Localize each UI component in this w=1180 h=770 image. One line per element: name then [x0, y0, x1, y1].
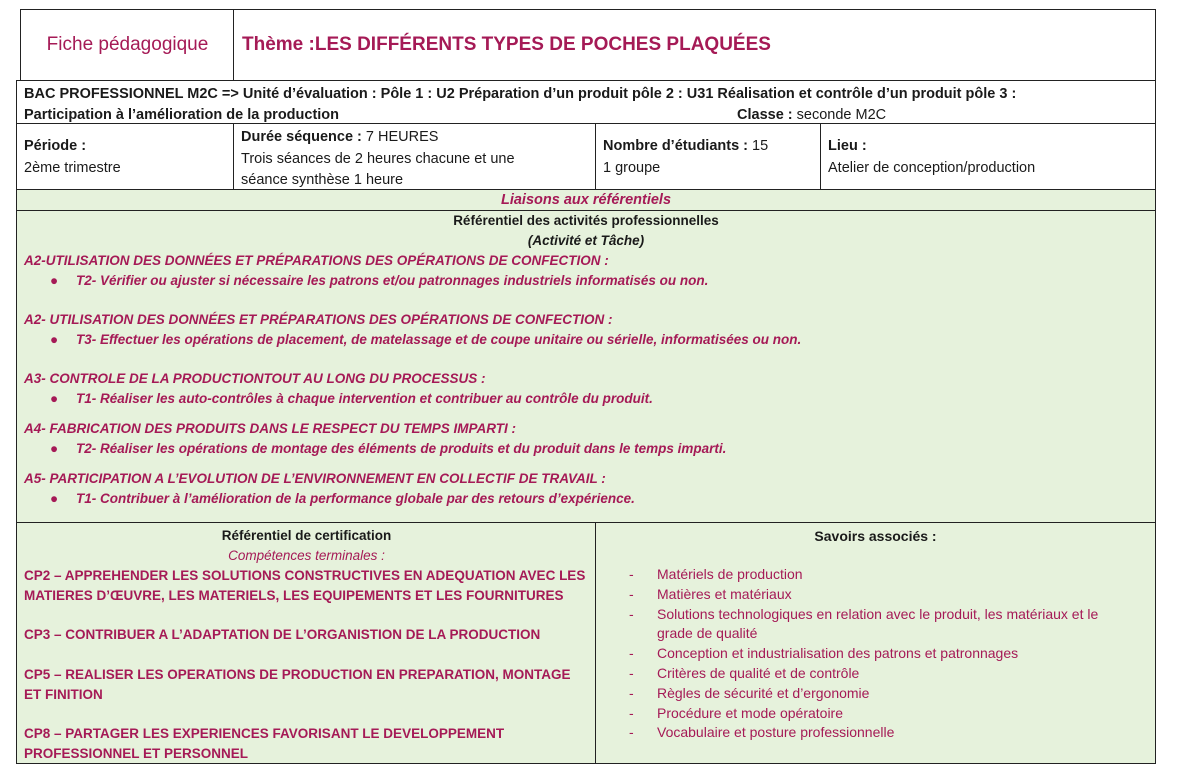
- knowledge-text: Vocabulaire et posture professionnelle: [657, 724, 895, 741]
- list-item: [596, 684, 1135, 704]
- competency-item: CP8 – PARTAGER LES EXPERIENCES FAVORISANT LE DEVELOPPEMENT PROFESSIONNEL ET PERSONNEL: [24, 726, 505, 761]
- activity-block: [17, 419, 1155, 459]
- students-label: Nombre d’étudiants :: [603, 138, 749, 154]
- activity-task-text: T3- Effectuer les opérations de placement, de matelassage et de coupe unitaire ou sérielle, informatisées ou non.: [76, 332, 802, 347]
- activities-heading: Référentiel des activités professionnelles: [453, 213, 719, 228]
- duration-detail-1: Trois séances de 2 heures chacune et une: [241, 150, 515, 167]
- diploma-line-2: Participation à l’amélioration de la production: [24, 107, 340, 123]
- activity-task: [24, 271, 1155, 291]
- dash-icon: -: [629, 566, 634, 582]
- competency-item: CP5 – REALISER LES OPERATIONS DE PRODUCTION EN PREPARATION, MONTAGE ET FINITION: [24, 667, 571, 702]
- dash-icon: -: [629, 724, 634, 741]
- list-item: [596, 704, 1135, 724]
- theme-title: [233, 9, 1156, 81]
- competency-item: CP2 – APPREHENDER LES SOLUTIONS CONSTRUCTIVES EN ADEQUATION AVEC LES MATIERES D’ŒUVRE, LES MATERIELS, LES EQUIPEMENTS ET LES FOURNITURES: [24, 568, 586, 603]
- activity-task-text: T1- Contribuer à l’amélioration de la performance globale par des retours d’expérience.: [76, 491, 635, 506]
- knowledge-text: Règles de sécurité et d’ergonomie: [657, 684, 870, 701]
- referential-links-title: Liaisons aux référentiels: [16, 189, 1156, 211]
- group-value: 1 groupe: [603, 159, 661, 176]
- duration-cell: [233, 123, 596, 190]
- activity-block: [17, 369, 1155, 409]
- certification-section: [16, 522, 596, 764]
- associated-knowledge-section: [595, 522, 1156, 764]
- activity-task: [24, 330, 1155, 350]
- activity-block: [17, 469, 1155, 509]
- activity-task-text: T2- Vérifier ou ajuster si nécessaire les patrons et/ou patronnages industriels informatisés ou non.: [76, 273, 709, 288]
- activity-title: A5- PARTICIPATION A L’EVOLUTION DE L’ENVIRONNEMENT EN COLLECTIF DE TRAVAIL :: [24, 471, 606, 486]
- activities-subheading: (Activité et Tâche): [527, 233, 645, 248]
- period-cell: [16, 123, 234, 190]
- class-value: seconde M2C: [792, 107, 887, 123]
- theme-value: LES DIFFÉRENTS TYPES DE POCHES PLAQUÉES: [314, 34, 771, 55]
- students-value: 15: [748, 138, 769, 154]
- competency-item: CP3 – CONTRIBUER A L’ADAPTATION DE L’ORGANISTION DE LA PRODUCTION: [24, 627, 541, 642]
- activity-block: [17, 251, 1155, 291]
- certification-subheading: Compétences terminales :: [228, 548, 385, 563]
- dash-icon: -: [629, 684, 634, 701]
- activity-task: [24, 439, 1155, 459]
- list-item: [596, 605, 1135, 645]
- place-label: Lieu :: [828, 138, 867, 154]
- knowledge-text: Matières et matériaux: [657, 585, 792, 602]
- place-value: Atelier de conception/production: [828, 159, 1036, 176]
- knowledge-text: Critères de qualité et de contrôle: [657, 664, 860, 681]
- knowledge-text: Solutions technologiques en relation avec le produit, les matériaux et le grade de qualité: [657, 605, 1099, 642]
- dash-icon: -: [629, 704, 634, 721]
- list-item: [596, 664, 1135, 684]
- dash-icon: -: [629, 664, 634, 681]
- activity-title: A2- UTILISATION DES DONNÉES ET PRÉPARATIONS DES OPÉRATIONS DE CONFECTION :: [24, 312, 613, 327]
- place-cell: [820, 123, 1156, 190]
- activity-task: [24, 389, 1155, 409]
- class-label: Classe :: [737, 107, 793, 123]
- students-line: [603, 136, 820, 158]
- knowledge-text: Matériels de production: [657, 566, 803, 582]
- diploma-header: [16, 80, 1156, 124]
- bullet-icon: ●: [50, 273, 59, 288]
- activity-block: [17, 310, 1155, 350]
- knowledge-heading: Savoirs associés :: [814, 528, 937, 544]
- dash-icon: -: [629, 645, 634, 662]
- list-item: [596, 723, 1135, 743]
- students-cell: [595, 123, 821, 190]
- certification-heading: Référentiel de certification: [221, 528, 392, 543]
- bullet-icon: ●: [50, 332, 59, 347]
- dash-icon: -: [629, 585, 634, 602]
- activity-task-text: T1- Réaliser les auto-contrôles à chaque intervention et contribuer au contrôle du produit.: [76, 391, 653, 406]
- duration-line: [241, 127, 595, 149]
- activities-section: [16, 210, 1156, 523]
- knowledge-text: Procédure et mode opératoire: [657, 704, 843, 721]
- period-label: Période :: [24, 138, 87, 154]
- dash-icon: -: [629, 605, 634, 622]
- bullet-icon: ●: [50, 441, 59, 456]
- sheet-type-title: Fiche pédagogique: [20, 9, 234, 81]
- list-item: [596, 644, 1135, 664]
- activity-task-text: T2- Réaliser les opérations de montage des éléments de produits et du produit dans le temps imparti.: [76, 441, 727, 456]
- list-item: [596, 585, 1135, 605]
- diploma-line: BAC PROFESSIONNEL M2C => Unité d’évaluation : Pôle 1 : U2 Préparation d’un produit pôle 2 : U31 Réalisation et contrôle d’un produit pôle 3 :: [24, 86, 1017, 102]
- activity-title: A3- CONTROLE DE LA PRODUCTIONTOUT AU LONG DU PROCESSUS :: [24, 371, 486, 386]
- activity-task: [24, 489, 1155, 509]
- list-item: [596, 565, 1135, 585]
- period-value: 2ème trimestre: [24, 159, 121, 176]
- bullet-icon: ●: [50, 391, 59, 406]
- theme-label: Thème :: [242, 34, 315, 55]
- bullet-icon: ●: [50, 491, 59, 506]
- duration-value: 7 HEURES: [361, 129, 439, 145]
- knowledge-text: Conception et industrialisation des patrons et patronnages: [657, 645, 1019, 662]
- activity-title: A4- FABRICATION DES PRODUITS DANS LE RESPECT DU TEMPS IMPARTI :: [24, 421, 517, 436]
- duration-detail-2: séance synthèse 1 heure: [241, 172, 404, 188]
- knowledge-list: [596, 565, 1135, 743]
- duration-label: Durée séquence :: [241, 129, 362, 145]
- activity-title: A2-UTILISATION DES DONNÉES ET PRÉPARATIONS DES OPÉRATIONS DE CONFECTION :: [24, 253, 609, 268]
